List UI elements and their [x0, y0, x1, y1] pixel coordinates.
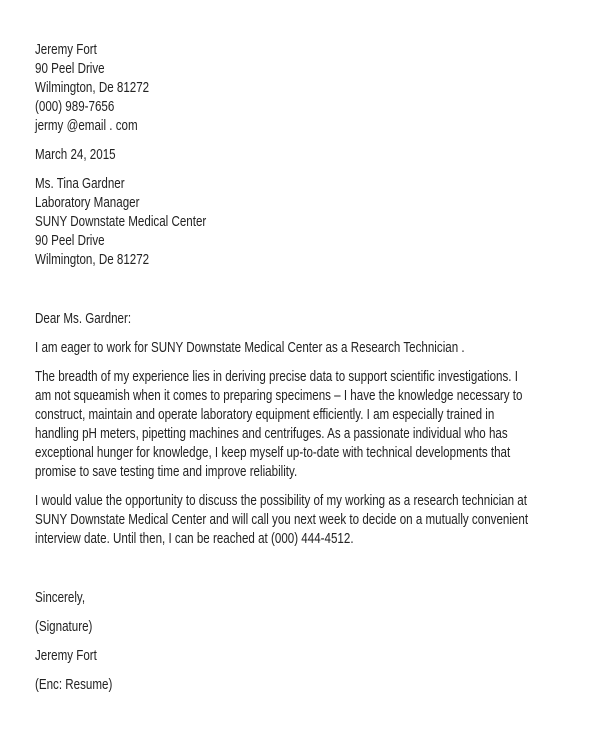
paragraph-line: exceptional hunger for knowledge, I keep myself up-to-date with technical developments that: [35, 445, 511, 461]
closing: Sincerely,: [35, 590, 86, 606]
recipient-address: 90 Peel Drive: [35, 233, 105, 249]
recipient-name: Ms. Tina Gardner: [35, 176, 125, 192]
paragraph-line: am not squeamish when it comes to preparing specimens – I have the knowledge necessary to: [35, 388, 523, 404]
paragraph-line: construct, maintain and operate laboratory equipment efficiently. I am especially trained in: [35, 407, 495, 423]
recipient-city: Wilmington, De 81272: [35, 252, 150, 268]
letter-date: March 24, 2015: [35, 147, 116, 163]
paragraph-2: [35, 492, 563, 549]
intro-line: I am eager to work for SUNY Downstate Medical Center as a Research Technician .: [35, 340, 465, 356]
paragraph-line: The breadth of my experience lies in deriving precise data to support scientific investigations. I: [35, 369, 518, 385]
paragraph-line: SUNY Downstate Medical Center and will call you next week to decide on a mutually convenient: [35, 512, 529, 528]
sender-email: jermy @email . com: [35, 118, 138, 134]
sender-phone: (000) 989-7656: [35, 99, 115, 115]
paragraph-line: interview date. Until then, I can be reached at (000) 444-4512.: [35, 531, 354, 547]
cover-letter: [35, 41, 563, 695]
recipient-company: SUNY Downstate Medical Center: [35, 214, 207, 230]
sender-name: Jeremy Fort: [35, 42, 97, 58]
recipient-block: [35, 175, 563, 270]
sender-block: [35, 41, 563, 136]
paragraph-line: handling pH meters, pipetting machines and centrifuges. As a passionate individual who has: [35, 426, 508, 442]
recipient-title: Laboratory Manager: [35, 195, 140, 211]
paragraph-line: promise to save testing time and improve reliability.: [35, 464, 298, 480]
enclosure: (Enc: Resume): [35, 677, 113, 693]
paragraph-1: [35, 368, 563, 482]
salutation: Dear Ms. Gardner:: [35, 311, 132, 327]
sender-address: 90 Peel Drive: [35, 61, 105, 77]
paragraph-line: I would value the opportunity to discuss the possibility of my working as a research technician at: [35, 493, 527, 509]
signer-name: Jeremy Fort: [35, 648, 97, 664]
signature: (Signature): [35, 619, 93, 635]
sender-city: Wilmington, De 81272: [35, 80, 150, 96]
